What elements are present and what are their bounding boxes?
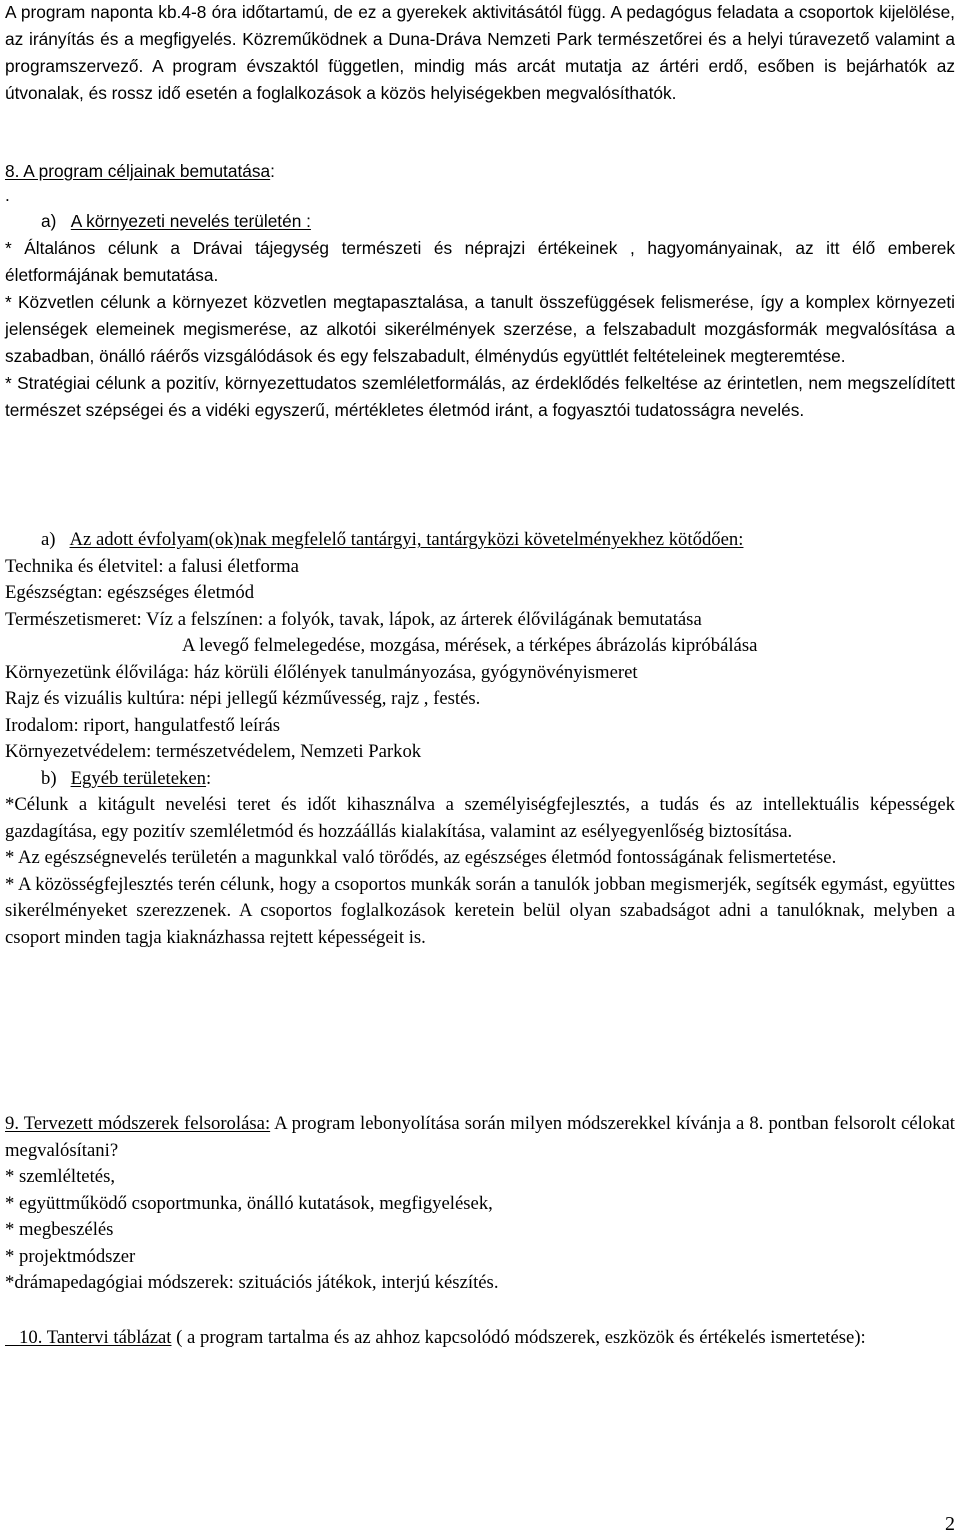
section-10-intro: 10. Tantervi táblázat ( a program tartalma és az ahhoz kapcsolódó módszerek, eszközök és értékelés ismertetése): (5, 1325, 955, 1352)
section-8-heading: 8. A program céljainak bemutatása: (5, 161, 275, 181)
curriculum-block (5, 527, 955, 951)
subject-line: Környezetvédelem: természetvédelem, Nemzeti Parkok (5, 741, 422, 762)
method-item: * szemléltetés, (5, 1166, 116, 1187)
subsection-a-list (5, 235, 955, 424)
method-item: *drámapedagógiai módszerek: szituációs játékok, interjú készítés. (5, 1272, 499, 1293)
subsection-a-heading: a) A környezeti nevelés területén : (41, 211, 311, 231)
subsection-c-heading: b) Egyéb területeken: (41, 767, 212, 789)
page-number: 2 (945, 1513, 955, 1535)
section-9-title: 9. Tervezett módszerek felsorolása: (5, 1113, 271, 1134)
list-item: *Célunk a kitágult nevelési teret és időt kihasználva a személyiségfejlesztés, a tudás és az intellektuális képességek gazdagítása, egy pozitív szemléletmód és hozzáállás kialakítása, valamint az esélyegyenlőség biztosítása. (5, 794, 955, 842)
section-9-intro: 9. Tervezett módszerek felsorolása: A program lebonyolítása során milyen módszerekkel kívánja a 8. pontban felsorolt célokat megvalósítani? (5, 1113, 955, 1161)
list-item: * A közösségfejlesztés terén célunk, hogy a csoportos munkák során a tanulók jobban megismerjék, segítsék egymást, együttes sikerélményeket szerezzenek. A csoportos foglalkozások keretein belül olyan szabadságot adni a tanulóknak, melyben a csoport minden tagja kiaknázhassa rejtett képességeit is. (5, 873, 955, 948)
subject-line: Környezetünk élővilága: ház körüli élőlények tanulmányozása, gyógynövényismeret (5, 661, 638, 683)
subsection-c-title: Egyéb területeken (70, 767, 207, 789)
list-item: * Általános célunk a Drávai tájegység természeti és néprajzi értékeinek , hagyományainak, az itt élő emberek életformájának bemutatása. (5, 238, 955, 285)
section-8-title: 8. A program céljainak bemutatása (5, 161, 271, 181)
method-item: * együttműködő csoportmunka, önálló kutatások, megfigyelések, (5, 1192, 493, 1214)
subject-line: Technika és életvitel: a falusi életforma (5, 555, 299, 577)
list-item: * Stratégiai célunk a pozitív, környezettudatos szemléletformálás, az érdeklődés felkeltése az érintetlen, nem megszelídített természet szépségei és a vidéki egyszerű, mértékletes életmód iránt, a fogyasztói tudatosságra nevelés. (5, 373, 955, 420)
subsection-b-title: Az adott évfolyam(ok)nak megfelelő tantárgyi, tantárgyközi követelményekhez kötődően: (69, 529, 744, 550)
subject-line: Rajz és vizuális kultúra: népi jellegű kézművesség, rajz , festés. (5, 688, 481, 709)
section-8-dot: . (5, 185, 10, 205)
subsection-a-title: A környezeti nevelés területén : (70, 211, 311, 231)
subject-line: Egészségtan: egészséges életmód (5, 582, 255, 603)
subject-line-continued: A levegő felmelegedése, mozgása, mérések, a térképes ábrázolás kipróbálása (182, 635, 758, 656)
subject-line: Természetismeret: Víz a felszínen: a folyók, tavak, lápok, az árterek élővilágának bemutatása (5, 608, 702, 630)
method-item: * projektmódszer (5, 1245, 136, 1267)
method-item: * megbeszélés (5, 1219, 114, 1240)
section-9 (5, 1111, 955, 1297)
intro-paragraph: A program naponta kb.4-8 óra időtartamú, de ez a gyerekek aktivitásától függ. A pedagógus feladata a csoportok kijelölése, az irányítás és a megfigyelés. Közreműködnek a Duna-Dráva Nemzeti Park természetőrei és a helyi túravezető valamint a programszervező. A program évszaktól független, mindig más arcát mutatja az ártéri erdő, esőben is bejárhatók az útvonalak, és rossz idő esetén a foglalkozások a közös helyiségekben megvalósíthatók. (5, 2, 955, 103)
subject-line: Irodalom: riport, hangulatfestő leírás (5, 714, 281, 736)
subsection-b-heading: a) Az adott évfolyam(ok)nak megfelelő tantárgyi, tantárgyközi követelményekhez kötődően: (41, 529, 744, 550)
list-item: * Közvetlen célunk a környezet közvetlen megtapasztalása, a tanult összefüggések felismerése, így a komplex környezeti jelenségek elemeinek megismerése, az alkotói sikerélmények szerzése, a felszabadult mozgásformák megvalósítása a szabadban, önálló ráérős vizsgálódások és egy felszabadult, élménydús együttlét feltételeinek megteremtése. (5, 292, 955, 366)
list-item: * Az egészségnevelés területén a magunkkal való törődés, az egészséges életmód fontosságának felismertetése. (5, 847, 837, 868)
section-10-title: 10. Tantervi táblázat (19, 1327, 172, 1348)
